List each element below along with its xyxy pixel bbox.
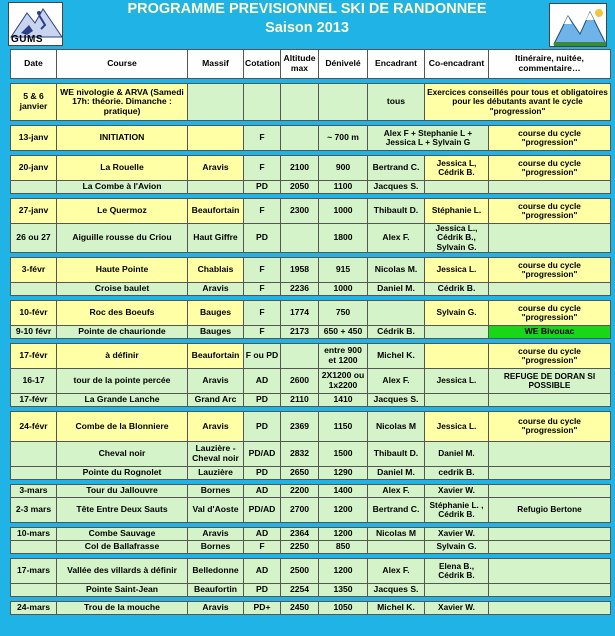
table-row xyxy=(11,126,611,151)
cell-massif: Beaufortin xyxy=(188,583,244,596)
cell-course: Cheval noir xyxy=(57,441,188,466)
table-row xyxy=(11,300,611,325)
cell-co-encadrant: Stéphanie L. xyxy=(425,199,489,224)
column-header-denivele: Dénivelé xyxy=(319,50,368,79)
cell-date xyxy=(11,181,57,194)
table-row xyxy=(11,257,611,282)
cell-denivele: 900 xyxy=(319,156,368,181)
cell-cotation: PD xyxy=(244,466,281,479)
cell-note: Refugio Bertone xyxy=(489,497,611,522)
cell-encadrant: Thibault D. xyxy=(368,441,425,466)
cell-date: 9-10 févr xyxy=(11,325,57,338)
cell-co-encadrant: Elena B., Cédrik B. xyxy=(425,558,489,583)
cell-course: Col de Ballafrasse xyxy=(57,540,188,553)
cell-altitude: 2050 xyxy=(281,181,319,194)
table-row xyxy=(11,540,611,553)
table-row xyxy=(11,558,611,583)
cell-massif: Beaufortain xyxy=(188,343,244,368)
mountains-logo xyxy=(549,3,607,47)
cell-denivele: 650 + 450 xyxy=(319,325,368,338)
cell-co-encadrant: Jessica L. xyxy=(425,411,489,441)
cell-altitude: 2600 xyxy=(281,368,319,393)
cell-denivele xyxy=(319,84,368,121)
cell-note: REFUGE DE DORAN SI POSSIBLE xyxy=(489,368,611,393)
cell-cotation: F xyxy=(244,300,281,325)
cell-co-encadrant: Jessica L, Cédrik B. xyxy=(425,156,489,181)
cell-denivele: 1150 xyxy=(319,411,368,441)
cell-co-encadrant: Jessica L. xyxy=(425,368,489,393)
cell-note-bivouac: WE Bivouac xyxy=(489,325,611,338)
page-subtitle: Saison 2013 xyxy=(265,20,349,36)
cell-date: 24-févr xyxy=(11,411,57,441)
cell-cotation: F xyxy=(244,156,281,181)
cell-note: course du cycle "progression" xyxy=(489,156,611,181)
cell-massif: Bauges xyxy=(188,325,244,338)
cell-cotation: PD/AD xyxy=(244,497,281,522)
table-row xyxy=(11,325,611,338)
cell-denivele: 1000 xyxy=(319,282,368,295)
cell-cotation: AD xyxy=(244,484,281,497)
cell-encadrant: Michel K. xyxy=(368,343,425,368)
cell-altitude: 1958 xyxy=(281,257,319,282)
cell-cotation: PD xyxy=(244,224,281,253)
cell-massif xyxy=(188,181,244,194)
table-row xyxy=(11,497,611,522)
gums-logo xyxy=(8,2,63,46)
table-row xyxy=(11,466,611,479)
cell-date xyxy=(11,583,57,596)
cell-encadrant: Alex F. xyxy=(368,368,425,393)
cell-encadrant: Thibault D. xyxy=(368,199,425,224)
cell-encadrant: Cédrik B. xyxy=(368,325,425,338)
table-row xyxy=(11,181,611,194)
cell-massif: Aravis xyxy=(188,156,244,181)
cell-cotation: PD/AD xyxy=(244,441,281,466)
cell-course: Trou de la mouche xyxy=(57,601,188,614)
cell-denivele: 1500 xyxy=(319,441,368,466)
cell-encadrant xyxy=(368,300,425,325)
cell-massif: Aravis xyxy=(188,601,244,614)
cell-denivele: 915 xyxy=(319,257,368,282)
cell-encadrant: Michel K. xyxy=(368,601,425,614)
cell-denivele: 750 xyxy=(319,300,368,325)
cell-denivele: 1050 xyxy=(319,601,368,614)
cell-co-encadrant: Xavier W. xyxy=(425,601,489,614)
cell-note: course du cycle "progression" xyxy=(489,411,611,441)
cell-massif: Aravis xyxy=(188,368,244,393)
table-row xyxy=(11,282,611,295)
cell-encadrant: Alex F. xyxy=(368,224,425,253)
cell-denivele: 1410 xyxy=(319,393,368,406)
column-header-co-encadrant: Co-encadrant xyxy=(425,50,489,79)
cell-massif: Aravis xyxy=(188,282,244,295)
cell-denivele: 1350 xyxy=(319,583,368,596)
cell-cotation: PD xyxy=(244,393,281,406)
column-header-date: Date xyxy=(11,50,57,79)
column-header-cotation: Cotation xyxy=(244,50,281,79)
cell-co-encadrant: Sylvain G. xyxy=(425,540,489,553)
cell-course: Combe Sauvage xyxy=(57,527,188,540)
cell-date: 24-mars xyxy=(11,601,57,614)
table-row xyxy=(11,484,611,497)
cell-altitude: 2650 xyxy=(281,466,319,479)
cell-cotation: PD xyxy=(244,411,281,441)
cell-date xyxy=(11,466,57,479)
cell-course: Pointe du Rognolet xyxy=(57,466,188,479)
cell-course: Roc des Boeufs xyxy=(57,300,188,325)
cell-massif: Haut Giffre xyxy=(188,224,244,253)
cell-massif: Bauges xyxy=(188,300,244,325)
cell-altitude xyxy=(281,126,319,151)
cell-co-encadrant: Jessica L. xyxy=(425,257,489,282)
cell-massif: Val d'Aoste xyxy=(188,497,244,522)
cell-date: 16-17 xyxy=(11,368,57,393)
cell-altitude: 2254 xyxy=(281,583,319,596)
cell-course: Tour du Jallouvre xyxy=(57,484,188,497)
cell-note: course du cycle "progression" xyxy=(489,126,611,151)
cell-co-encadrant xyxy=(425,393,489,406)
cell-course: Le Quermoz xyxy=(57,199,188,224)
cell-cotation: F xyxy=(244,126,281,151)
cell-course: Aiguille rousse du Criou xyxy=(57,224,188,253)
cell-encadrant: Nicolas M xyxy=(368,527,425,540)
cell-course: à définir xyxy=(57,343,188,368)
cell-cotation: PD xyxy=(244,583,281,596)
cell-course: Haute Pointe xyxy=(57,257,188,282)
cell-course: La Grande Lanche xyxy=(57,393,188,406)
cell-co-encadrant xyxy=(425,583,489,596)
table-row xyxy=(11,583,611,596)
cell-altitude: 2364 xyxy=(281,527,319,540)
table-row xyxy=(11,84,611,121)
cell-date xyxy=(11,441,57,466)
cell-co-encadrant xyxy=(425,181,489,194)
ski-program-table xyxy=(10,49,611,615)
cell-denivele: ~ 700 m xyxy=(319,126,368,151)
cell-co-encadrant: cedrik B. xyxy=(425,466,489,479)
cell-cotation: AD xyxy=(244,558,281,583)
cell-altitude xyxy=(281,84,319,121)
column-header-itineraire: Itinéraire, nuitée, commentaire… xyxy=(489,50,611,79)
cell-encadrant: Nicolas M xyxy=(368,411,425,441)
cell-course: Croise baulet xyxy=(57,282,188,295)
column-header-course: Course xyxy=(57,50,188,79)
logo-text: GUMS xyxy=(11,34,43,45)
cell-co-encadrant: Daniel M. xyxy=(425,441,489,466)
cell-massif: Bornes xyxy=(188,484,244,497)
column-header-altitude: Altitude max xyxy=(281,50,319,79)
cell-massif xyxy=(188,84,244,121)
cell-altitude: 2832 xyxy=(281,441,319,466)
table-row xyxy=(11,601,611,614)
cell-note: course du cycle "progression" xyxy=(489,199,611,224)
cell-altitude xyxy=(281,224,319,253)
cell-denivele: 1200 xyxy=(319,497,368,522)
cell-cotation xyxy=(244,84,281,121)
cell-date: 10-mars xyxy=(11,527,57,540)
cell-note xyxy=(489,583,611,596)
cell-denivele: entre 900 et 1200 xyxy=(319,343,368,368)
cell-note xyxy=(489,393,611,406)
cell-encadrant: Alex F. xyxy=(368,484,425,497)
cell-date: 17-févr xyxy=(11,393,57,406)
cell-altitude: 2500 xyxy=(281,558,319,583)
cell-date: 13-janv xyxy=(11,126,57,151)
cell-cotation: PD xyxy=(244,181,281,194)
cell-denivele: 1000 xyxy=(319,199,368,224)
table-row xyxy=(11,199,611,224)
cell-massif: Aravis xyxy=(188,527,244,540)
cell-note xyxy=(489,540,611,553)
cell-note xyxy=(489,527,611,540)
cell-cotation: AD xyxy=(244,527,281,540)
cell-date: 17-févr xyxy=(11,343,57,368)
cell-date: 17-mars xyxy=(11,558,57,583)
cell-denivele: 850 xyxy=(319,540,368,553)
cell-note xyxy=(489,558,611,583)
cell-co-encadrant: Xavier W. xyxy=(425,527,489,540)
cell-note xyxy=(489,224,611,253)
cell-date: 27-janv xyxy=(11,199,57,224)
cell-co-encadrant xyxy=(425,343,489,368)
column-header-massif: Massif xyxy=(188,50,244,79)
cell-encadrant: Nicolas M. xyxy=(368,257,425,282)
cell-altitude: 1774 xyxy=(281,300,319,325)
cell-encadrant: Daniel M. xyxy=(368,282,425,295)
cell-course: tour de la pointe percée xyxy=(57,368,188,393)
cell-co-encadrant xyxy=(425,325,489,338)
cell-massif: Chablais xyxy=(188,257,244,282)
cell-co-encadrant: Cédrik B. xyxy=(425,282,489,295)
cell-altitude: 2250 xyxy=(281,540,319,553)
cell-denivele: 1290 xyxy=(319,466,368,479)
cell-course: Combe de la Blonniere xyxy=(57,411,188,441)
cell-note xyxy=(489,441,611,466)
cell-cotation: AD xyxy=(244,368,281,393)
cell-massif: Lauzière - Cheval noir xyxy=(188,441,244,466)
cell-course: La Rouelle xyxy=(57,156,188,181)
cell-cotation: F xyxy=(244,282,281,295)
cell-note: Exercices conseillés pour tous et obligatoires pour les débutants avant le cycle "progression" xyxy=(425,84,611,121)
cell-denivele: 2X1200 ou 1x2200 xyxy=(319,368,368,393)
column-header-encadrant: Encadrant xyxy=(368,50,425,79)
cell-altitude xyxy=(281,343,319,368)
cell-course: Vallée des villards à définir xyxy=(57,558,188,583)
cell-massif: Lauzière xyxy=(188,466,244,479)
cell-encadrant: Jacques S. xyxy=(368,181,425,194)
cell-massif: Bornes xyxy=(188,540,244,553)
cell-course: Pointe Saint-Jean xyxy=(57,583,188,596)
cell-cotation: PD+ xyxy=(244,601,281,614)
cell-date: 10-févr xyxy=(11,300,57,325)
table-row xyxy=(11,527,611,540)
cell-altitude: 2450 xyxy=(281,601,319,614)
cell-encadrant: Daniel M. xyxy=(368,466,425,479)
cell-course: WE nivologie & ARVA (Samedi 17h: théorie. Dimanche : pratique) xyxy=(57,84,188,121)
cell-denivele: 1200 xyxy=(319,558,368,583)
cell-altitude: 2369 xyxy=(281,411,319,441)
cell-encadrant: Bertrand C. xyxy=(368,156,425,181)
cell-denivele: 1100 xyxy=(319,181,368,194)
cell-denivele: 1400 xyxy=(319,484,368,497)
cell-encadrant: Bertrand C. xyxy=(368,497,425,522)
cell-course: Pointe de chaurionde xyxy=(57,325,188,338)
cell-note xyxy=(489,601,611,614)
cell-date: 26 ou 27 xyxy=(11,224,57,253)
cell-course: La Combe à l'Avion xyxy=(57,181,188,194)
cell-date xyxy=(11,540,57,553)
cell-note: course du cycle "progression" xyxy=(489,300,611,325)
table-row xyxy=(11,343,611,368)
cell-altitude: 2173 xyxy=(281,325,319,338)
cell-massif: Aravis xyxy=(188,411,244,441)
cell-date xyxy=(11,282,57,295)
cell-altitude: 2110 xyxy=(281,393,319,406)
cell-cotation: F ou PD xyxy=(244,343,281,368)
cell-massif: Grand Arc xyxy=(188,393,244,406)
cell-cotation: F xyxy=(244,325,281,338)
cell-altitude: 2200 xyxy=(281,484,319,497)
cell-massif: Belledonne xyxy=(188,558,244,583)
cell-co-encadrant: Sylvain G. xyxy=(425,300,489,325)
cell-altitude: 2236 xyxy=(281,282,319,295)
cell-course: INITIATION xyxy=(57,126,188,151)
cell-co-encadrant: Xavier W. xyxy=(425,484,489,497)
cell-date: 2-3 mars xyxy=(11,497,57,522)
cell-encadrant: tous xyxy=(368,84,425,121)
cell-note xyxy=(489,466,611,479)
table-row xyxy=(11,224,611,253)
cell-cotation: F xyxy=(244,257,281,282)
cell-note xyxy=(489,484,611,497)
table-row xyxy=(11,411,611,441)
cell-cotation: F xyxy=(244,540,281,553)
cell-note xyxy=(489,181,611,194)
cell-co-encadrant: Stéphanie L. , Cédrik B. xyxy=(425,497,489,522)
cell-course: Tête Entre Deux Sauts xyxy=(57,497,188,522)
cell-date: 3-mars xyxy=(11,484,57,497)
cell-date: 5 & 6 janvier xyxy=(11,84,57,121)
cell-note: course du cycle "progression" xyxy=(489,257,611,282)
cell-cotation: F xyxy=(244,199,281,224)
mountains-drawing-icon xyxy=(550,4,607,47)
table-row xyxy=(11,393,611,406)
cell-denivele: 1200 xyxy=(319,527,368,540)
cell-co-encadrant: Jessica L., Cédrik B., Sylvain G. xyxy=(425,224,489,253)
cell-co-encadrant: Alex F + Stephanie L + Jessica L + Sylvain G xyxy=(368,126,489,151)
cell-altitude: 2100 xyxy=(281,156,319,181)
cell-date: 3-févr xyxy=(11,257,57,282)
cell-massif xyxy=(188,126,244,151)
table-row xyxy=(11,156,611,181)
cell-altitude: 2700 xyxy=(281,497,319,522)
cell-note xyxy=(489,282,611,295)
cell-altitude: 2300 xyxy=(281,199,319,224)
table-row xyxy=(11,368,611,393)
cell-date: 20-janv xyxy=(11,156,57,181)
cell-note: course du cycle "progression" xyxy=(489,343,611,368)
page-title: PROGRAMME PREVISIONNEL SKI DE RANDONNEE xyxy=(127,1,487,17)
cell-massif: Beaufortain xyxy=(188,199,244,224)
table-row xyxy=(11,441,611,466)
cell-encadrant xyxy=(368,540,425,553)
cell-encadrant: Alex F. xyxy=(368,558,425,583)
cell-encadrant: Jacques S. xyxy=(368,583,425,596)
cell-encadrant: Jacques S. xyxy=(368,393,425,406)
cell-denivele: 1800 xyxy=(319,224,368,253)
